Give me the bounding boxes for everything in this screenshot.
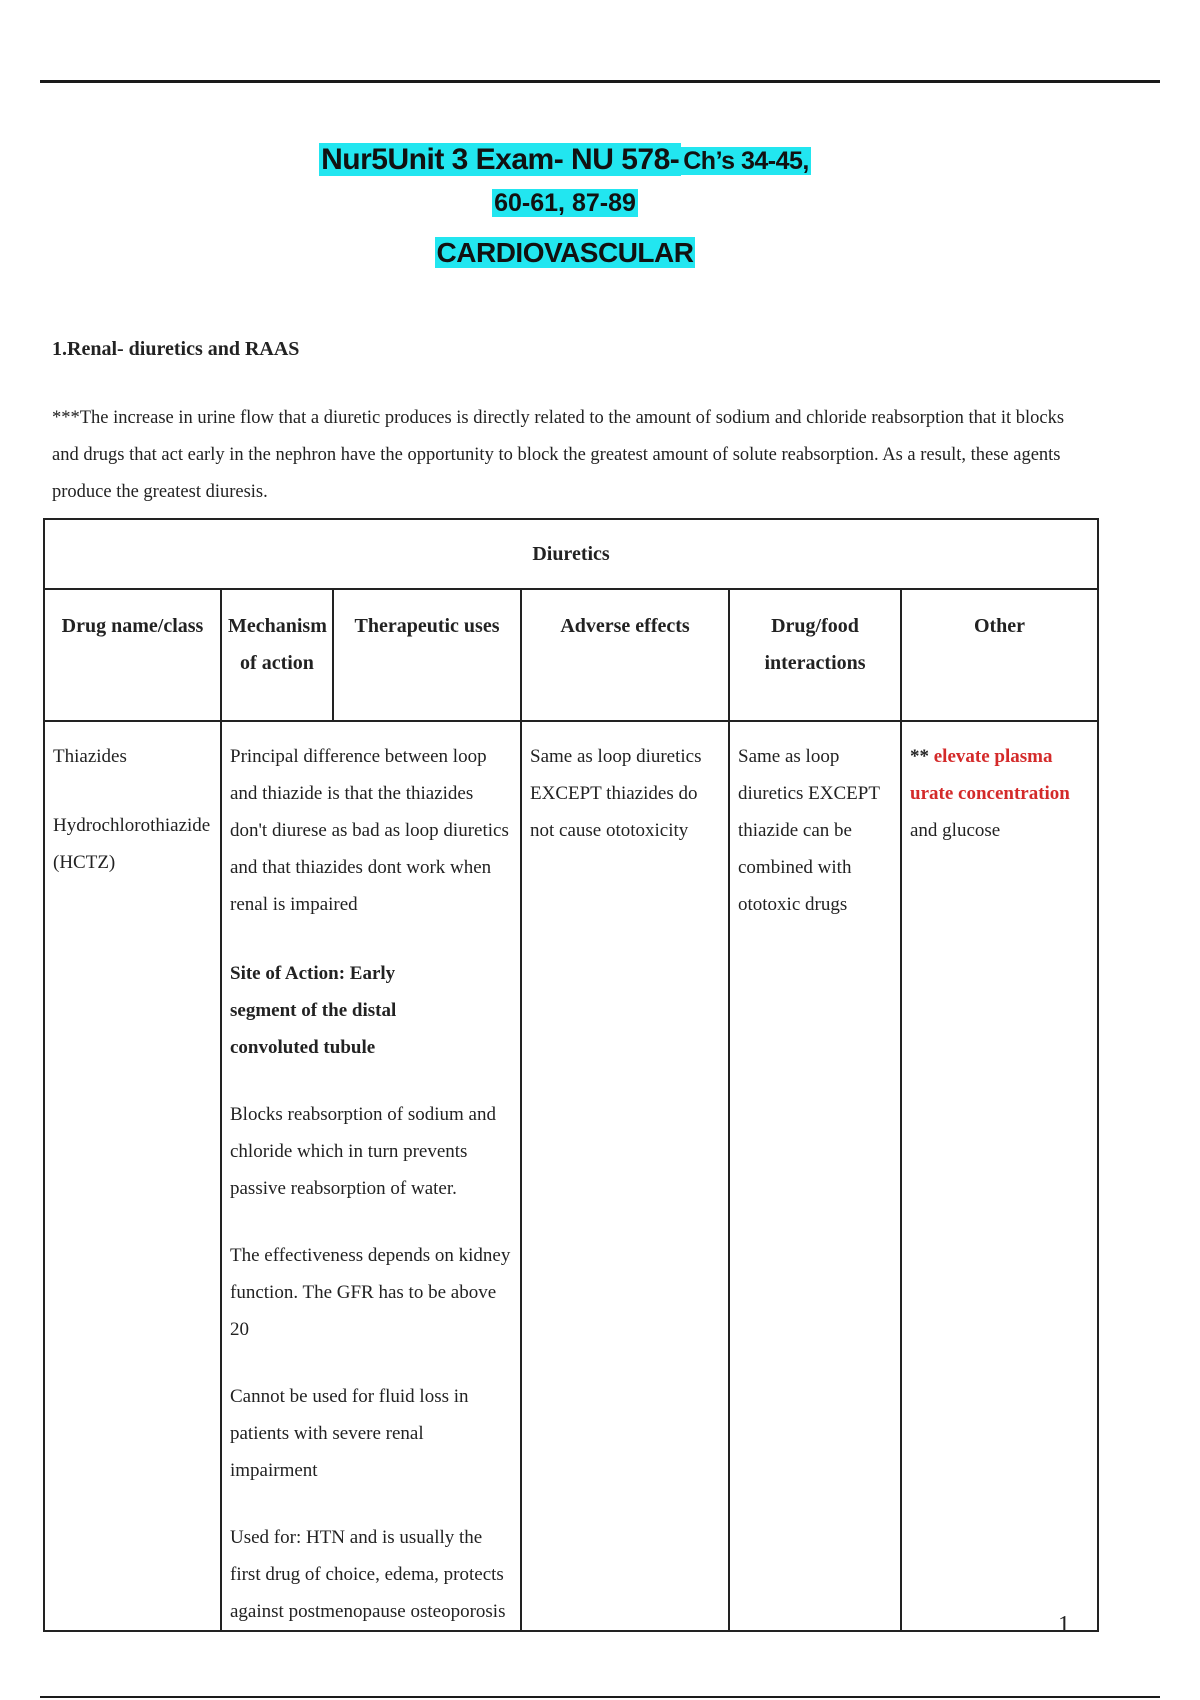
title-line-2 bbox=[0, 183, 1130, 223]
other-suffix: and glucose bbox=[910, 820, 1001, 841]
header-other: Other bbox=[901, 589, 1098, 721]
mechanism-p5: Used for: HTN and is usually the first drug of choice, edema, protects against postmenopause osteoporosis bbox=[230, 1527, 506, 1622]
bottom-rule bbox=[40, 1696, 1160, 1698]
title-line-1 bbox=[0, 140, 1130, 181]
header-drug: Drug name/class bbox=[44, 589, 221, 721]
cell-other bbox=[901, 721, 1098, 1631]
title-topic: CARDIOVASCULAR bbox=[436, 237, 694, 268]
header-mechanism: Mechanism of action bbox=[221, 589, 333, 721]
table-caption: Diuretics bbox=[44, 519, 1098, 589]
mechanism-p4: Cannot be used for fluid loss in patients with severe renal impairment bbox=[230, 1386, 469, 1481]
title-chapters: Ch’s 34-45, bbox=[683, 147, 809, 175]
intro-paragraph: ***The increase in urine flow that a diuretic produces is directly related to the amount of sodium and chloride reabsorption that it blocks and drugs that act early in the nephron have the opportunity to block the greatest amount of solute reabsorption. As a result, these agents produce the greatest diuresis. bbox=[52, 408, 1065, 502]
diuretics-table bbox=[43, 518, 1099, 1632]
drug-class: Thiazides bbox=[53, 746, 127, 767]
top-rule bbox=[40, 80, 1160, 83]
mechanism-site: Site of Action: Early segment of the distal convoluted tubule bbox=[230, 963, 397, 1058]
section-heading: 1.Renal- diuretics and RAAS bbox=[52, 338, 300, 360]
title-chapters-cont: 60-61, 87-89 bbox=[494, 189, 636, 217]
other-red-text: elevate plasma urate concentration bbox=[910, 746, 1070, 804]
mechanism-p2: Blocks reabsorption of sodium and chloride which in turn prevents passive reabsorption of water. bbox=[230, 1104, 496, 1199]
title-line-3 bbox=[0, 233, 1130, 273]
mechanism-p1: Principal difference between loop and thiazide is that the thiazides don't diurese as bad as loop diuretics and that thiazides dont work when renal is impaired bbox=[230, 746, 509, 915]
title-main: Nur5Unit 3 Exam- NU 578- bbox=[321, 143, 680, 176]
cell-adverse: Same as loop diuretics EXCEPT thiazides do not cause ototoxicity bbox=[521, 721, 729, 1631]
header-therapeutic: Therapeutic uses bbox=[333, 589, 521, 721]
cell-drug bbox=[44, 721, 221, 1631]
page-number: 1 bbox=[1058, 1612, 1070, 1638]
cell-interactions: Same as loop diuretics EXCEPT thiazide can be combined with ototoxic drugs bbox=[729, 721, 901, 1631]
table-row bbox=[44, 721, 1098, 1631]
header-adverse: Adverse effects bbox=[521, 589, 729, 721]
table-header-row bbox=[44, 589, 1098, 721]
other-prefix: ** bbox=[910, 746, 929, 767]
drug-name: Hydrochlorothiazide (HCTZ) bbox=[53, 815, 211, 873]
document-title bbox=[0, 140, 1130, 273]
mechanism-p3: The effectiveness depends on kidney function. The GFR has to be above 20 bbox=[230, 1245, 511, 1340]
cell-mechanism bbox=[221, 721, 521, 1631]
header-interactions: Drug/food interactions bbox=[729, 589, 901, 721]
